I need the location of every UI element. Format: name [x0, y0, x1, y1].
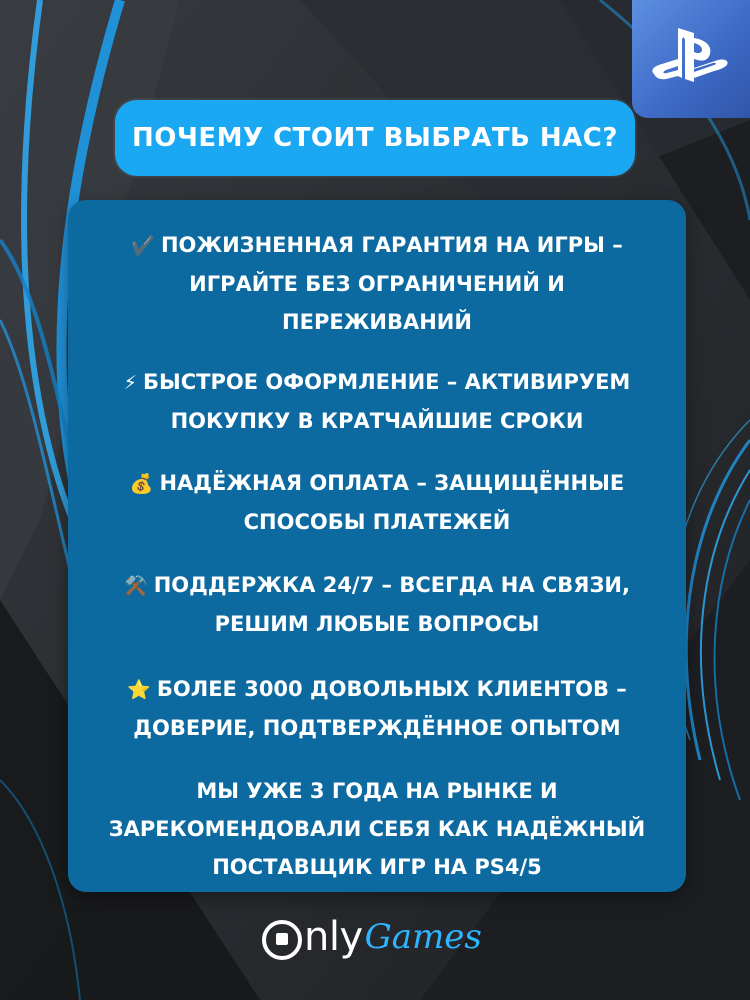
feature-item-lifetime-guarantee — [92, 226, 662, 341]
feature-line: ПОСТАВЩИК ИГР НА PS4/5 — [212, 855, 542, 879]
money-bag-icon: 💰 — [129, 473, 154, 495]
feature-line: ИГРАЙТЕ БЕЗ ОГРАНИЧЕНИЙ И — [189, 272, 565, 296]
feature-line: ПОКУПКУ В КРАТЧАЙШИЕ СРОКИ — [170, 409, 584, 433]
feature-line: ПЕРЕЖИВАНИЙ — [282, 310, 472, 334]
feature-line: МЫ УЖЕ 3 ГОДА НА РЫНКЕ И — [196, 779, 558, 803]
header-banner — [115, 100, 635, 176]
feature-line — [92, 226, 662, 265]
feature-text: ПОДДЕРЖКА 24/7 – ВСЕГДА НА СВЯЗИ, — [153, 573, 630, 597]
feature-text: БОЛЕЕ 3000 ДОВОЛЬНЫХ КЛИЕНТОВ – — [156, 677, 627, 701]
feature-line: ДОВЕРИЕ, ПОДТВЕРЖДЁННОЕ ОПЫТОМ — [133, 716, 621, 740]
tools-icon: ⚒️ — [124, 575, 148, 597]
feature-line: ЗАРЕКОМЕНДОВАЛИ СЕБЯ КАК НАДЁЖНЫЙ — [108, 817, 646, 841]
lightning-icon: ⚡ — [123, 372, 137, 394]
logo-games-text: Games — [364, 917, 482, 957]
playstation-logo — [632, 0, 750, 118]
feature-item-fast-checkout — [92, 363, 662, 440]
feature-line — [92, 464, 662, 503]
onlygames-logo — [262, 912, 492, 962]
check-mark-icon: ✔️ — [131, 235, 155, 257]
feature-item-support — [92, 566, 662, 643]
page-title: ПОЧЕМУ СТОИТ ВЫБРАТЬ НАС? — [132, 123, 618, 153]
feature-item-experience — [92, 772, 662, 886]
star-icon: ⭐ — [127, 679, 151, 701]
features-card — [68, 200, 686, 892]
feature-line: РЕШИМ ЛЮБЫЕ ВОПРОСЫ — [214, 612, 540, 636]
feature-text: НАДЁЖНАЯ ОПЛАТА – ЗАЩИЩЁННЫЕ — [159, 471, 625, 495]
playstation-logo-icon — [648, 24, 734, 94]
feature-line — [92, 363, 662, 402]
feature-item-happy-clients — [92, 670, 662, 747]
feature-item-reliable-payment — [92, 464, 662, 541]
feature-line — [92, 670, 662, 709]
feature-line: СПОСОБЫ ПЛАТЕЖЕЙ — [243, 510, 511, 534]
feature-line — [92, 566, 662, 605]
feature-text: БЫСТРОЕ ОФОРМЛЕНИЕ – АКТИВИРУЕМ — [142, 370, 631, 394]
feature-text: ПОЖИЗНЕННАЯ ГАРАНТИЯ НА ИГРЫ – — [160, 233, 623, 257]
logo-only-text: nly — [304, 914, 363, 960]
lock-icon — [262, 920, 302, 960]
